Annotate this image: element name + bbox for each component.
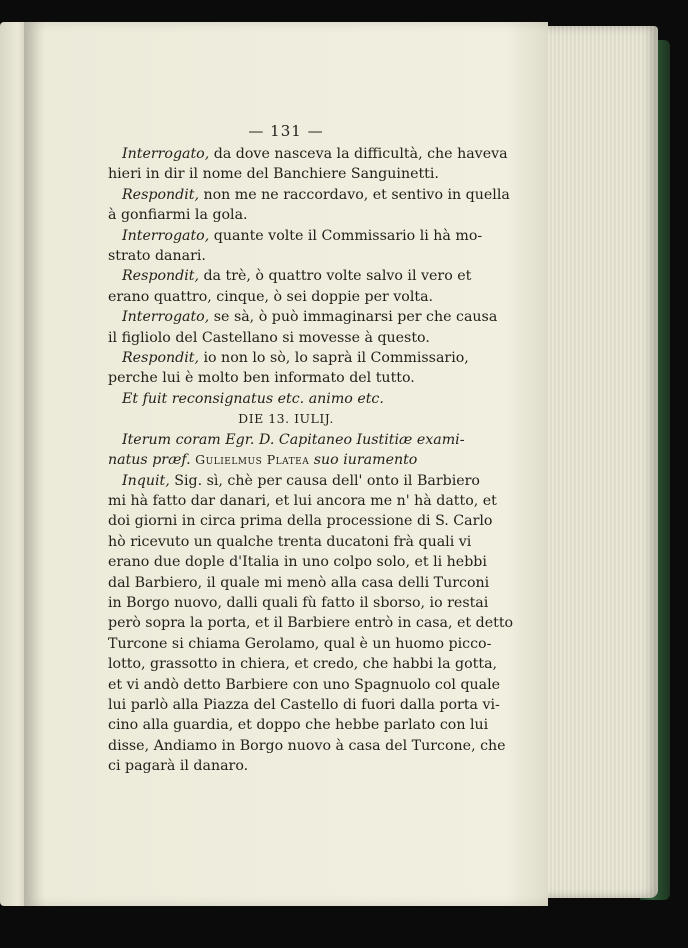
line-text: perche lui è molto ben informato del tutto. [108,370,415,387]
book-page [24,22,548,906]
text-line [108,164,464,184]
examination-line-1: Iterum coram Egr. D. Capitaneo Iustitiæ exami- [122,431,465,448]
text-line: lotto, grassotto in chiera, et credo, che habbi la gotta, [108,656,498,673]
text-line: et vi andò detto Barbiere con uno Spagnuolo col quale [108,676,501,693]
line-text: io non lo sò, lo saprà il Commissario, [198,350,469,367]
text-line [108,246,464,266]
final-line: ci pagarà il danaro. [108,758,249,775]
speaker-label: Et fuit reconsignatus etc. animo etc. [122,390,384,407]
text-line: in Borgo nuovo, dalli quali fù fatto il sborso, io restai [108,594,489,611]
text-line: erano due dople d'Italia in uno colpo solo, et li hebbi [108,554,487,571]
text-line [108,307,498,327]
text-line: dal Barbiero, il quale mi menò alla casa delli Turconi [108,574,490,591]
line-text: da trè, ò quattro volte salvo il vero et [198,268,472,285]
text-line [108,328,464,348]
line-text: non me ne raccordavo, et sentivo in quella [198,186,510,203]
page-number: — 131 — [248,122,324,140]
text-line: disse, Andiamo in Borgo nuovo à casa del Turcone, che [108,737,506,754]
page-text-block [108,122,514,777]
speaker-label: Respondit, [122,268,199,285]
line-text: hieri in dir il nome del Banchiere Sanguinetti. [108,166,439,183]
page-stack-edge [540,26,658,898]
text-line [108,368,464,388]
inquit-line: Inquit, Sig. sì, chè per causa dell' onto il Barbiero [122,472,480,489]
line-text: erano quattro, cinque, ò sei doppie per volta. [108,288,434,305]
text-line: però sopra la porta, et il Barbiere entrò in casa, et detto [108,615,514,632]
date-heading: DIE 13. IULIJ. [238,411,334,427]
text-line [108,348,469,368]
speaker-label: Interrogato, [122,309,210,326]
text-line [108,266,472,286]
line-text: il figliolo del Castellano si movesse à questo. [108,329,430,346]
text-line [108,185,510,205]
text-line: hò ricevuto un qualche trenta ducatoni frà quali vi [108,533,472,550]
text-line [108,144,508,164]
line-text: quante volte il Commissario li hà mo- [209,227,483,244]
text-line: mi hà fatto dar danari, et lui ancora me n' hà datto, et [108,492,497,509]
text-line: cino alla guardia, et doppo che hebbe parlato con lui [108,717,489,734]
line-text: strato danari. [108,248,206,265]
speaker-label: Interrogato, [122,227,210,244]
interrogation-lines [108,144,510,409]
speaker-label: Interrogato, [122,146,210,162]
text-line [108,226,483,246]
text-line [108,205,464,225]
line-text: à gonfiarmi la gola. [108,207,248,224]
examination-line-2: natus præf. Gulielmus Platea suo iuramento [108,452,418,469]
text-line: lui parlò alla Piazza del Castello di fuori dalla porta vi- [108,696,500,713]
testimony-lines [108,491,514,756]
text-line [108,287,464,307]
speaker-label: Respondit, [122,186,199,203]
text-line: doi giorni in circa prima della processione di S. Carlo [108,513,493,530]
speaker-label: Respondit, [122,350,199,367]
line-text: se sà, ò può immaginarsi per che causa [209,309,498,326]
text-line [108,389,464,409]
text-line: Turcone si chiama Gerolamo, qual è un huomo picco- [108,635,492,652]
line-text: da dove nasceva la difficultà, che haveva [209,146,508,162]
